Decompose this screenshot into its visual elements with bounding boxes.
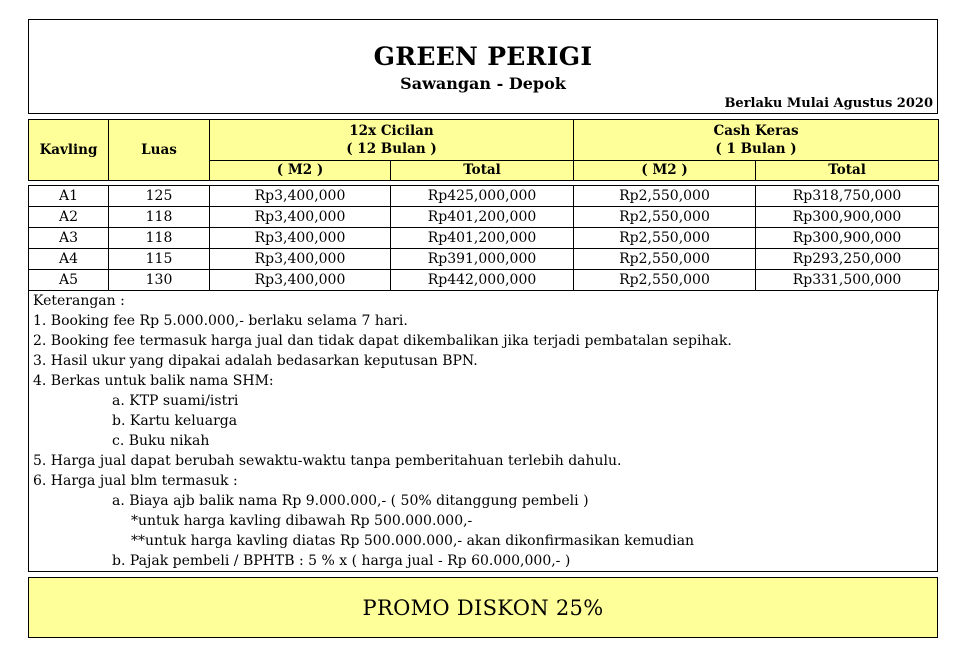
table-row [29, 270, 939, 291]
header-cicilan-period: ( 12 Bulan ) [346, 140, 437, 157]
cell-cicilan-total: Rp391,000,000 [391, 249, 574, 270]
cell-luas: 125 [109, 186, 210, 207]
cell-cicilan-m2: Rp3,400,000 [210, 249, 391, 270]
effective-date: Berlaku Mulai Agustus 2020 [724, 96, 933, 111]
note-6b: b. Pajak pembeli / BPHTB : 5 % x ( harga jual - Rp 60.000,000,- ) [112, 553, 571, 569]
cell-cicilan-m2: Rp3,400,000 [210, 228, 391, 249]
cell-cash-m2: Rp2,550,000 [574, 207, 756, 228]
notes-box [28, 290, 938, 572]
header-cash-m2: ( M2 ) [574, 160, 756, 180]
cell-cash-m2: Rp2,550,000 [574, 270, 756, 291]
cell-cash-total: Rp293,250,000 [756, 249, 939, 270]
header-cicilan-title: 12x Cicilan [349, 122, 434, 139]
cell-cash-total: Rp331,500,000 [756, 270, 939, 291]
note-4a: a. KTP suami/istri [112, 393, 239, 409]
cell-cicilan-total: Rp401,200,000 [391, 207, 574, 228]
page-subtitle: Sawangan - Depok [400, 74, 566, 93]
table-row [29, 186, 939, 207]
header-cash [574, 120, 939, 161]
table-row [29, 228, 939, 249]
cell-kavling: A5 [29, 270, 109, 291]
cell-kavling: A2 [29, 207, 109, 228]
cell-luas: 115 [109, 249, 210, 270]
cell-luas: 130 [109, 270, 210, 291]
note-4c: c. Buku nikah [112, 433, 210, 449]
price-table-header [28, 119, 939, 181]
header-cicilan-total: Total [391, 160, 574, 180]
note-1: 1. Booking fee Rp 5.000.000,- berlaku selama 7 hari. [33, 313, 408, 329]
header-box [28, 19, 938, 114]
note-2: 2. Booking fee termasuk harga jual dan tidak dapat dikembalikan jika terjadi pembatalan sepihak. [33, 333, 732, 349]
cell-cash-m2: Rp2,550,000 [574, 186, 756, 207]
note-6a-1: *untuk harga kavling dibawah Rp 500.000.000,- [131, 513, 473, 529]
note-4b: b. Kartu keluarga [112, 413, 238, 429]
header-luas: Luas [109, 120, 210, 181]
cell-cicilan-m2: Rp3,400,000 [210, 207, 391, 228]
cell-kavling: A1 [29, 186, 109, 207]
note-6: 6. Harga jual blm termasuk : [33, 473, 238, 489]
price-table [28, 185, 939, 291]
note-6a: a. Biaya ajb balik nama Rp 9.000.000,- ( 50% ditanggung pembeli ) [112, 493, 589, 509]
table-row [29, 207, 939, 228]
cell-cicilan-m2: Rp3,400,000 [210, 270, 391, 291]
cell-cicilan-total: Rp442,000,000 [391, 270, 574, 291]
page-title: GREEN PERIGI [373, 42, 593, 71]
cell-cash-total: Rp300,900,000 [756, 207, 939, 228]
header-cash-period: ( 1 Bulan ) [715, 140, 797, 157]
note-6a-2: **untuk harga kavling diatas Rp 500.000.000,- akan dikonfirmasikan kemudian [131, 533, 695, 549]
header-kavling: Kavling [29, 120, 109, 181]
cell-kavling: A4 [29, 249, 109, 270]
cell-luas: 118 [109, 207, 210, 228]
header-cash-title: Cash Keras [713, 122, 799, 139]
cell-cicilan-total: Rp401,200,000 [391, 228, 574, 249]
cell-luas: 118 [109, 228, 210, 249]
header-cash-total: Total [756, 160, 939, 180]
cell-kavling: A3 [29, 228, 109, 249]
notes-heading: Keterangan : [33, 293, 125, 309]
cell-cicilan-m2: Rp3,400,000 [210, 186, 391, 207]
header-cicilan-m2: ( M2 ) [210, 160, 391, 180]
note-5: 5. Harga jual dapat berubah sewaktu-waktu tanpa pemberitahuan terlebih dahulu. [33, 453, 622, 469]
cell-cash-m2: Rp2,550,000 [574, 228, 756, 249]
cell-cash-total: Rp318,750,000 [756, 186, 939, 207]
cell-cash-total: Rp300,900,000 [756, 228, 939, 249]
note-3: 3. Hasil ukur yang dipakai adalah bedasarkan keputusan BPN. [33, 353, 478, 369]
cell-cicilan-total: Rp425,000,000 [391, 186, 574, 207]
cell-cash-m2: Rp2,550,000 [574, 249, 756, 270]
table-row [29, 249, 939, 270]
promo-banner [28, 577, 938, 638]
header-cicilan [210, 120, 574, 161]
note-4: 4. Berkas untuk balik nama SHM: [33, 373, 274, 389]
promo-text: PROMO DISKON 25% [362, 595, 604, 620]
